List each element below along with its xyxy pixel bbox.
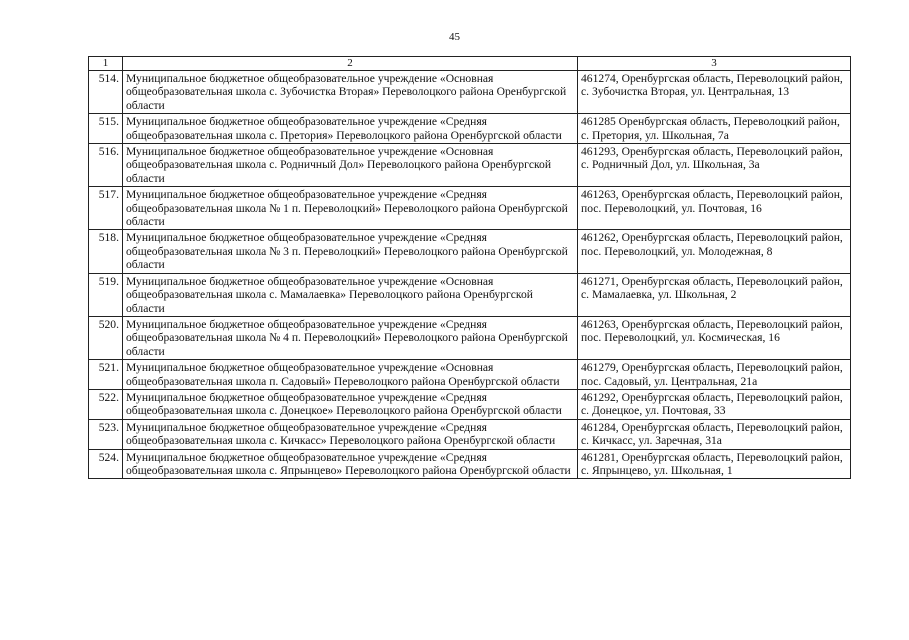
row-number-cell: 522. bbox=[89, 389, 123, 419]
address-cell: 461281, Оренбургская область, Переволоцкий район, с. Япрынцево, ул. Школьная, 1 bbox=[578, 449, 851, 479]
institution-name-cell: Муниципальное бюджетное общеобразовательное учреждение «Средняя общеобразовательная школа № 3 п. Переволоцкий» Переволоцкого района Оренбургской области bbox=[123, 230, 578, 273]
row-number-cell: 521. bbox=[89, 360, 123, 390]
institution-name-cell: Муниципальное бюджетное общеобразовательное учреждение «Средняя общеобразовательная школа № 4 п. Переволоцкий» Переволоцкого района Оренбургской области bbox=[123, 316, 578, 359]
row-number-cell: 518. bbox=[89, 230, 123, 273]
table-row bbox=[89, 360, 851, 390]
institution-name-cell: Муниципальное бюджетное общеобразовательное учреждение «Средняя общеобразовательная школа № 1 п. Переволоцкий» Переволоцкого района Оренбургской области bbox=[123, 187, 578, 230]
row-number-cell: 524. bbox=[89, 449, 123, 479]
institution-name-cell: Муниципальное бюджетное общеобразовательное учреждение «Средняя общеобразовательная школа с. Претория» Переволоцкого района Оренбургской области bbox=[123, 114, 578, 144]
row-number-cell: 515. bbox=[89, 114, 123, 144]
page-number: 45 bbox=[449, 31, 460, 43]
column-header-address: 3 bbox=[578, 57, 851, 71]
address-cell: 461263, Оренбургская область, Переволоцкий район, пос. Переволоцкий, ул. Космическая, 16 bbox=[578, 316, 851, 359]
address-cell: 461292, Оренбургская область, Переволоцкий район, с. Донецкое, ул. Почтовая, 33 bbox=[578, 389, 851, 419]
table-row bbox=[89, 449, 851, 479]
address-cell: 461271, Оренбургская область, Переволоцкий район, с. Мамалаевка, ул. Школьная, 2 bbox=[578, 273, 851, 316]
row-number-cell: 514. bbox=[89, 71, 123, 114]
table-row bbox=[89, 273, 851, 316]
institution-name-cell: Муниципальное бюджетное общеобразовательное учреждение «Основная общеобразовательная школа с. Родничный Дол» Переволоцкого района Оренбургской области bbox=[123, 144, 578, 187]
table-header-row bbox=[89, 57, 851, 71]
institution-name-cell: Муниципальное бюджетное общеобразовательное учреждение «Основная общеобразовательная школа с. Мамалаевка» Переволоцкого района Оренбургской области bbox=[123, 273, 578, 316]
institution-name-cell: Муниципальное бюджетное общеобразовательное учреждение «Основная общеобразовательная школа с. Зубочистка Вторая» Переволоцкого района Оренбургской области bbox=[123, 71, 578, 114]
address-cell: 461285 Оренбургская область, Переволоцкий район, с. Претория, ул. Школьная, 7а bbox=[578, 114, 851, 144]
institution-name-cell: Муниципальное бюджетное общеобразовательное учреждение «Средняя общеобразовательная школа с. Донецкое» Переволоцкого района Оренбургской области bbox=[123, 389, 578, 419]
row-number-cell: 517. bbox=[89, 187, 123, 230]
table-row bbox=[89, 316, 851, 359]
institution-name-cell: Муниципальное бюджетное общеобразовательное учреждение «Средняя общеобразовательная школа с. Кичкасс» Переволоцкого района Оренбургской области bbox=[123, 419, 578, 449]
address-cell: 461284, Оренбургская область, Переволоцкий район, с. Кичкасс, ул. Заречная, 31а bbox=[578, 419, 851, 449]
table-row bbox=[89, 144, 851, 187]
address-cell: 461279, Оренбургская область, Переволоцкий район, пос. Садовый, ул. Центральная, 21а bbox=[578, 360, 851, 390]
institution-name-cell: Муниципальное бюджетное общеобразовательное учреждение «Основная общеобразовательная школа п. Садовый» Переволоцкого района Оренбургской области bbox=[123, 360, 578, 390]
column-header-name: 2 bbox=[123, 57, 578, 71]
table-row bbox=[89, 114, 851, 144]
institution-name-cell: Муниципальное бюджетное общеобразовательное учреждение «Средняя общеобразовательная школа с. Япрынцево» Переволоцкого района Оренбургской области bbox=[123, 449, 578, 479]
table-row bbox=[89, 419, 851, 449]
table-row bbox=[89, 230, 851, 273]
address-cell: 461274, Оренбургская область, Переволоцкий район, с. Зубочистка Вторая, ул. Центральная, 13 bbox=[578, 71, 851, 114]
address-cell: 461263, Оренбургская область, Переволоцкий район, пос. Переволоцкий, ул. Почтовая, 16 bbox=[578, 187, 851, 230]
table-row bbox=[89, 187, 851, 230]
column-header-number: 1 bbox=[89, 57, 123, 71]
row-number-cell: 523. bbox=[89, 419, 123, 449]
address-cell: 461293, Оренбургская область, Переволоцкий район, с. Родничный Дол, ул. Школьная, 3а bbox=[578, 144, 851, 187]
row-number-cell: 516. bbox=[89, 144, 123, 187]
schools-table bbox=[88, 56, 851, 479]
address-cell: 461262, Оренбургская область, Переволоцкий район, пос. Переволоцкий, ул. Молодежная, 8 bbox=[578, 230, 851, 273]
row-number-cell: 520. bbox=[89, 316, 123, 359]
table-row bbox=[89, 71, 851, 114]
table-row bbox=[89, 389, 851, 419]
row-number-cell: 519. bbox=[89, 273, 123, 316]
